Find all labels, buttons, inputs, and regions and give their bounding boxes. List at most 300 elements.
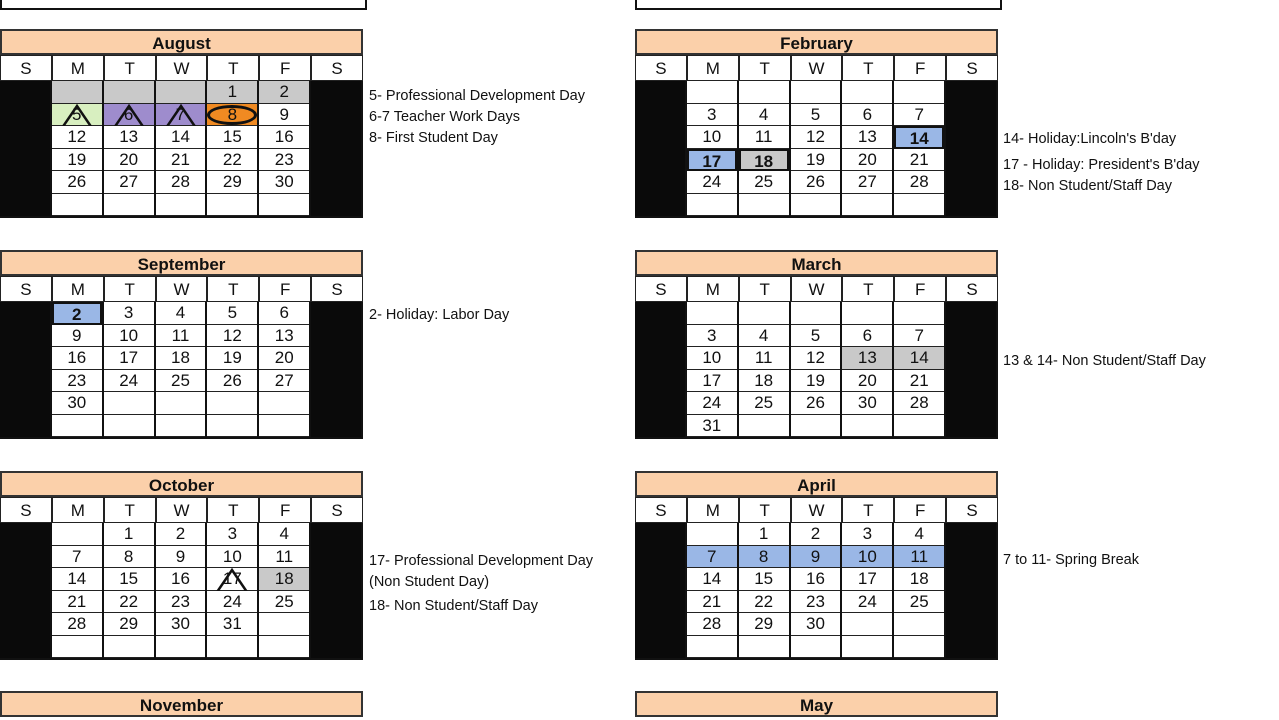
circle-marker-icon	[207, 105, 257, 125]
day-cell: 29	[739, 613, 789, 636]
weekday-label: M	[52, 276, 104, 302]
note-line: 8- First Student Day	[369, 130, 498, 146]
weekday-label: T	[842, 276, 894, 302]
day-cell	[842, 81, 892, 104]
weekday-column	[259, 81, 311, 216]
note-line: 14- Holiday:Lincoln's B'day	[1003, 131, 1177, 147]
weekday-column	[311, 302, 363, 437]
day-cell	[635, 104, 685, 127]
day-grid	[0, 302, 363, 439]
day-cell: 4	[894, 523, 944, 546]
day-cell: 20	[842, 370, 892, 393]
weekday-header	[635, 497, 998, 523]
day-grid	[635, 523, 998, 660]
day-cell	[259, 415, 309, 438]
day-cell	[156, 392, 206, 415]
weekday-label: T	[207, 276, 259, 302]
day-cell	[946, 415, 996, 438]
day-cell	[946, 126, 996, 149]
day-cell: 7	[894, 104, 944, 127]
day-cell: 1	[207, 81, 257, 104]
day-cell	[311, 104, 361, 127]
day-cell	[687, 523, 737, 546]
weekday-header	[0, 497, 363, 523]
day-cell: 13	[842, 347, 892, 370]
day-cell: 5	[207, 302, 257, 325]
day-cell	[207, 636, 257, 659]
weekday-column	[791, 523, 843, 658]
day-cell	[635, 392, 685, 415]
day-cell	[946, 302, 996, 325]
note-line: (Non Student Day)	[369, 574, 490, 590]
day-cell	[635, 81, 685, 104]
day-cell	[894, 302, 944, 325]
day-cell	[894, 81, 944, 104]
day-cell: 3	[842, 523, 892, 546]
day-cell	[0, 546, 50, 569]
month-title: September	[0, 250, 363, 276]
day-cell: 26	[52, 171, 102, 194]
weekday-column	[739, 302, 791, 437]
note-line: 17 - Holiday: President's B'day	[1003, 157, 1200, 173]
day-cell: 11	[259, 546, 309, 569]
day-cell: 14	[52, 568, 102, 591]
day-cell	[946, 104, 996, 127]
day-cell	[259, 636, 309, 659]
weekday-label: W	[156, 497, 208, 523]
weekday-column	[311, 523, 363, 658]
day-cell: 20	[842, 149, 892, 172]
notes-october	[369, 551, 593, 617]
previous-month-bottom-right	[635, 0, 1002, 10]
notes-february	[1003, 129, 1200, 197]
day-cell: 7	[156, 104, 206, 127]
day-cell: 12	[207, 325, 257, 348]
day-cell	[0, 415, 50, 438]
weekday-column	[207, 302, 259, 437]
day-cell	[156, 636, 206, 659]
day-grid	[0, 81, 363, 218]
note-line: 18- Non Student/Staff Day	[369, 598, 539, 614]
day-cell: 12	[52, 126, 102, 149]
day-cell: 30	[791, 613, 841, 636]
weekday-label: S	[0, 497, 52, 523]
day-cell: 18	[156, 347, 206, 370]
day-cell: 30	[52, 392, 102, 415]
day-cell: 28	[894, 171, 944, 194]
day-cell	[311, 194, 361, 217]
weekday-column	[156, 81, 208, 216]
day-cell	[946, 523, 996, 546]
day-cell	[52, 194, 102, 217]
day-cell: 28	[156, 171, 206, 194]
day-cell	[311, 126, 361, 149]
day-cell	[259, 392, 309, 415]
day-cell: 16	[156, 568, 206, 591]
day-cell	[946, 613, 996, 636]
weekday-column	[687, 81, 739, 216]
weekday-label: T	[842, 497, 894, 523]
day-cell: 11	[894, 546, 944, 569]
day-cell: 18	[739, 370, 789, 393]
day-cell: 20	[104, 149, 154, 172]
day-cell: 16	[52, 347, 102, 370]
day-cell: 8	[104, 546, 154, 569]
day-cell: 27	[842, 171, 892, 194]
month-title: February	[635, 29, 998, 55]
day-cell: 25	[739, 171, 789, 194]
day-cell: 21	[687, 591, 737, 614]
day-cell	[842, 613, 892, 636]
day-cell: 7	[894, 325, 944, 348]
day-cell: 22	[207, 149, 257, 172]
day-cell: 17	[687, 149, 737, 172]
day-cell	[259, 194, 309, 217]
day-cell: 28	[52, 613, 102, 636]
day-cell	[635, 347, 685, 370]
day-cell	[0, 325, 50, 348]
weekday-column	[52, 523, 104, 658]
calendar-august	[0, 29, 363, 218]
weekday-label: M	[52, 497, 104, 523]
weekday-label: S	[311, 55, 363, 81]
day-cell	[311, 613, 361, 636]
calendar-april	[635, 471, 998, 660]
day-cell	[52, 81, 102, 104]
day-cell: 20	[259, 347, 309, 370]
day-cell: 19	[791, 370, 841, 393]
day-cell: 26	[207, 370, 257, 393]
day-cell	[0, 523, 50, 546]
weekday-column	[635, 523, 687, 658]
day-cell	[946, 636, 996, 659]
day-cell	[894, 636, 944, 659]
calendar-may	[635, 691, 998, 717]
weekday-label: T	[104, 55, 156, 81]
note-line: 6-7 Teacher Work Days	[369, 109, 520, 125]
day-cell	[0, 149, 50, 172]
day-cell: 18	[739, 149, 789, 172]
calendar-march	[635, 250, 998, 439]
day-cell	[311, 546, 361, 569]
notes-april	[1003, 550, 1139, 571]
day-cell	[0, 636, 50, 659]
day-cell: 8	[207, 104, 257, 127]
day-cell: 26	[791, 392, 841, 415]
month-title: October	[0, 471, 363, 497]
day-cell: 21	[894, 149, 944, 172]
weekday-label: W	[791, 497, 843, 523]
day-cell	[207, 392, 257, 415]
day-cell	[104, 194, 154, 217]
calendar-september	[0, 250, 363, 439]
weekday-label: S	[311, 497, 363, 523]
day-cell	[791, 636, 841, 659]
day-cell: 13	[842, 126, 892, 149]
day-cell	[687, 194, 737, 217]
day-cell	[894, 613, 944, 636]
weekday-column	[104, 81, 156, 216]
day-cell: 9	[156, 546, 206, 569]
day-cell: 16	[791, 568, 841, 591]
day-cell: 24	[104, 370, 154, 393]
day-cell: 18	[894, 568, 944, 591]
weekday-column	[946, 302, 998, 437]
day-cell	[207, 194, 257, 217]
weekday-column	[156, 523, 208, 658]
day-cell	[0, 302, 50, 325]
weekday-label: F	[259, 497, 311, 523]
weekday-label: S	[311, 276, 363, 302]
weekday-label: F	[259, 276, 311, 302]
day-cell: 9	[259, 104, 309, 127]
weekday-label: M	[687, 55, 739, 81]
day-cell	[687, 81, 737, 104]
day-cell	[0, 171, 50, 194]
day-cell: 17	[687, 370, 737, 393]
note-line: 13 & 14- Non Student/Staff Day	[1003, 353, 1206, 369]
day-cell	[739, 194, 789, 217]
weekday-label: T	[842, 55, 894, 81]
weekday-column	[687, 302, 739, 437]
calendar-february	[635, 29, 998, 218]
day-cell: 15	[207, 126, 257, 149]
weekday-column	[894, 523, 946, 658]
weekday-column	[104, 523, 156, 658]
calendar-october	[0, 471, 363, 660]
day-grid	[0, 523, 363, 660]
day-cell	[104, 636, 154, 659]
weekday-label: S	[635, 55, 687, 81]
day-cell: 3	[104, 302, 154, 325]
day-cell	[259, 613, 309, 636]
weekday-column	[259, 302, 311, 437]
day-cell: 28	[894, 392, 944, 415]
weekday-label: W	[156, 55, 208, 81]
day-cell: 13	[104, 126, 154, 149]
day-cell	[946, 194, 996, 217]
day-cell: 24	[842, 591, 892, 614]
day-cell: 25	[259, 591, 309, 614]
day-cell: 10	[687, 347, 737, 370]
day-cell: 1	[739, 523, 789, 546]
day-cell: 4	[156, 302, 206, 325]
day-cell	[311, 302, 361, 325]
day-cell	[946, 370, 996, 393]
weekday-column	[791, 302, 843, 437]
day-cell	[156, 81, 206, 104]
weekday-column	[259, 523, 311, 658]
weekday-label: T	[104, 497, 156, 523]
day-cell	[0, 104, 50, 127]
day-cell: 27	[259, 370, 309, 393]
day-cell: 14	[156, 126, 206, 149]
day-cell	[0, 392, 50, 415]
day-cell	[894, 415, 944, 438]
day-cell	[946, 347, 996, 370]
weekday-column	[687, 523, 739, 658]
weekday-column	[739, 523, 791, 658]
weekday-label: W	[791, 55, 843, 81]
month-title: November	[0, 691, 363, 717]
day-cell: 11	[739, 126, 789, 149]
day-cell: 10	[104, 325, 154, 348]
weekday-column	[635, 81, 687, 216]
day-cell: 28	[687, 613, 737, 636]
weekday-column	[156, 302, 208, 437]
day-cell: 24	[687, 171, 737, 194]
day-cell	[946, 149, 996, 172]
day-cell: 2	[791, 523, 841, 546]
weekday-label: M	[687, 497, 739, 523]
weekday-label: T	[739, 497, 791, 523]
day-cell: 23	[156, 591, 206, 614]
day-cell: 25	[894, 591, 944, 614]
day-cell: 12	[791, 347, 841, 370]
note-line: 5- Professional Development Day	[369, 88, 585, 104]
day-cell: 7	[687, 546, 737, 569]
day-cell: 1	[104, 523, 154, 546]
day-cell	[311, 415, 361, 438]
day-cell: 30	[156, 613, 206, 636]
weekday-column	[311, 81, 363, 216]
day-cell	[635, 370, 685, 393]
day-cell: 19	[791, 149, 841, 172]
month-title: April	[635, 471, 998, 497]
day-cell	[842, 302, 892, 325]
weekday-column	[739, 81, 791, 216]
weekday-label: S	[635, 276, 687, 302]
day-cell	[52, 523, 102, 546]
weekday-column	[52, 302, 104, 437]
weekday-label: S	[946, 497, 998, 523]
day-cell	[739, 415, 789, 438]
day-cell: 17	[207, 568, 257, 591]
weekday-column	[207, 81, 259, 216]
notes-august	[369, 86, 585, 149]
day-cell: 12	[791, 126, 841, 149]
day-cell	[946, 546, 996, 569]
day-cell	[635, 149, 685, 172]
day-cell: 19	[207, 347, 257, 370]
day-cell: 9	[52, 325, 102, 348]
weekday-header	[635, 276, 998, 302]
day-cell	[311, 523, 361, 546]
day-cell	[156, 415, 206, 438]
day-cell: 4	[259, 523, 309, 546]
day-cell	[842, 636, 892, 659]
day-cell	[311, 568, 361, 591]
weekday-label: S	[946, 276, 998, 302]
day-cell: 14	[894, 347, 944, 370]
day-cell	[635, 613, 685, 636]
day-cell: 10	[687, 126, 737, 149]
day-cell	[311, 325, 361, 348]
day-cell	[946, 325, 996, 348]
weekday-label: T	[739, 276, 791, 302]
weekday-label: T	[207, 55, 259, 81]
day-cell: 6	[259, 302, 309, 325]
day-cell	[842, 194, 892, 217]
day-cell: 10	[207, 546, 257, 569]
day-cell	[0, 81, 50, 104]
day-cell: 22	[739, 591, 789, 614]
weekday-column	[0, 81, 52, 216]
day-cell	[894, 194, 944, 217]
day-cell: 23	[259, 149, 309, 172]
day-cell: 22	[104, 591, 154, 614]
day-cell	[104, 415, 154, 438]
day-cell	[311, 591, 361, 614]
weekday-label: F	[894, 55, 946, 81]
month-title: May	[635, 691, 998, 717]
day-cell: 24	[687, 392, 737, 415]
month-title: August	[0, 29, 363, 55]
day-cell: 29	[104, 613, 154, 636]
day-cell	[0, 591, 50, 614]
day-cell	[946, 568, 996, 591]
day-cell	[635, 302, 685, 325]
month-title: March	[635, 250, 998, 276]
day-cell	[0, 370, 50, 393]
note-line: 17- Professional Development Day	[369, 553, 594, 569]
day-cell	[739, 81, 789, 104]
day-cell: 15	[739, 568, 789, 591]
day-cell: 6	[842, 104, 892, 127]
day-cell	[311, 392, 361, 415]
day-cell: 30	[259, 171, 309, 194]
day-cell	[791, 81, 841, 104]
day-cell	[791, 194, 841, 217]
day-cell	[104, 81, 154, 104]
weekday-label: F	[894, 497, 946, 523]
weekday-label: S	[0, 55, 52, 81]
day-cell: 9	[791, 546, 841, 569]
day-cell: 2	[259, 81, 309, 104]
day-cell: 10	[842, 546, 892, 569]
day-cell	[635, 546, 685, 569]
day-cell	[635, 523, 685, 546]
day-cell: 2	[156, 523, 206, 546]
day-cell: 13	[259, 325, 309, 348]
weekday-label: T	[207, 497, 259, 523]
weekday-column	[207, 523, 259, 658]
day-cell: 30	[842, 392, 892, 415]
day-cell: 6	[842, 325, 892, 348]
day-cell: 17	[104, 347, 154, 370]
day-cell	[946, 591, 996, 614]
day-cell	[842, 415, 892, 438]
day-cell	[635, 194, 685, 217]
notes-september	[369, 305, 509, 326]
day-cell: 5	[52, 104, 102, 127]
day-cell	[946, 392, 996, 415]
note-line: 7 to 11- Spring Break	[1003, 552, 1139, 568]
day-cell: 5	[791, 104, 841, 127]
weekday-column	[635, 302, 687, 437]
day-cell: 25	[156, 370, 206, 393]
day-cell	[311, 347, 361, 370]
day-cell: 23	[52, 370, 102, 393]
day-cell: 19	[52, 149, 102, 172]
note-line: 2- Holiday: Labor Day	[369, 307, 510, 323]
day-cell	[687, 636, 737, 659]
day-cell: 15	[104, 568, 154, 591]
weekday-column	[791, 81, 843, 216]
day-cell: 3	[687, 104, 737, 127]
day-cell	[635, 415, 685, 438]
weekday-label: S	[0, 276, 52, 302]
